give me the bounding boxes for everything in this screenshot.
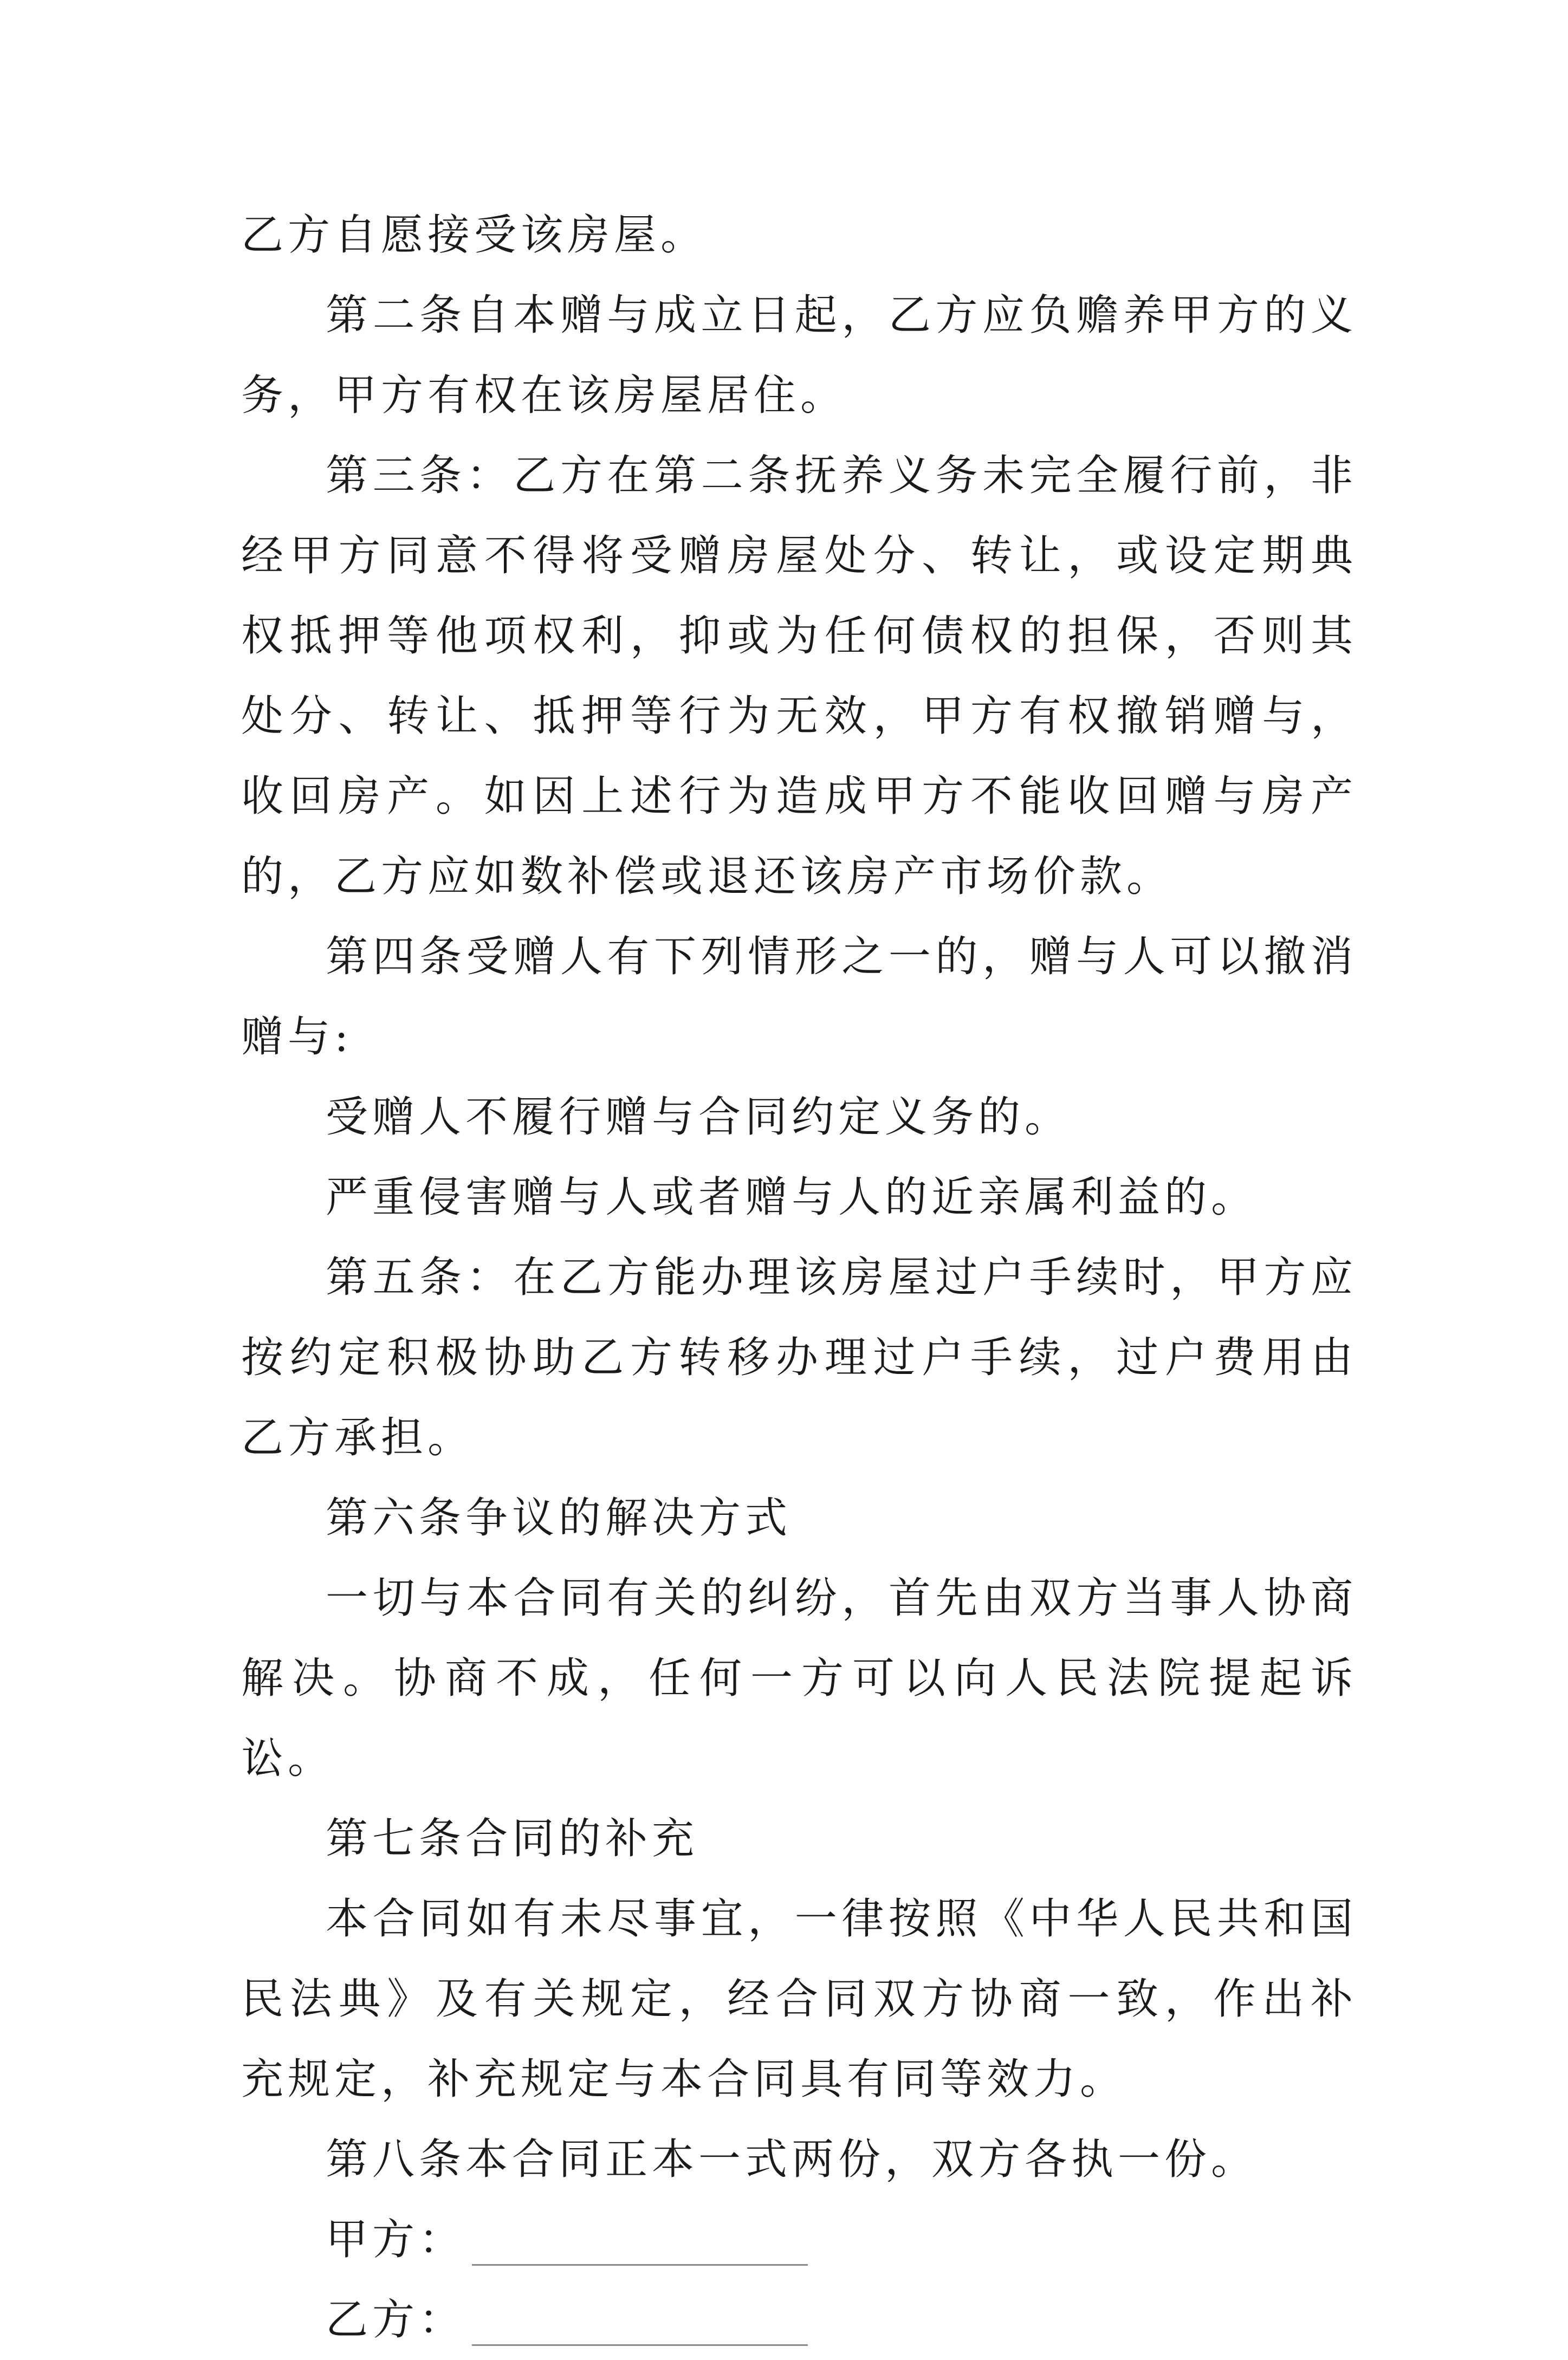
paragraph-article-3: 第三条：乙方在第二条抚养义务未完全履行前，非经甲方同意不得将受赠房屋处分、转让，或设定期典权抵押等他项权利，抑或为任何债权的担保，否则其处分、转让、抵押等行为无效，甲方有权撤销赠与，收回房产。如因上述行为造成甲方不能收回赠与房产的，乙方应如数补偿或退还该房产市场价款。 [241, 451, 1357, 901]
signature-line-party-b [472, 2344, 808, 2346]
signature-label-party-b: 乙方： [326, 2296, 466, 2344]
paragraph-1: 乙方自愿接受该房屋。 [241, 211, 708, 260]
signature-party-a [326, 2200, 1357, 2280]
signature-party-b [326, 2280, 1357, 2360]
paragraph-article-4: 第四条受赠人有下列情形之一的，赠与人可以撤消赠与: [241, 932, 1357, 1061]
paragraph-article-6-title: 第六条争议的解决方式 [326, 1494, 792, 1542]
document-body [241, 195, 1357, 2360]
paragraph-article-6-body: 一切与本合同有关的纠纷，首先由双方当事人协商解决。协商不成，任何一方可以向人民法院提起诉讼。 [241, 1574, 1357, 1783]
signature-line-party-a [472, 2264, 808, 2266]
paragraph-article-7-title: 第七条合同的补充 [326, 1814, 699, 1863]
paragraph-article-4-item-1: 受赠人不履行赠与合同约定义务的。 [326, 1093, 1072, 1142]
signature-label-party-a: 甲方： [326, 2215, 466, 2264]
paragraph-article-8: 第八条本合同正本一式两份，双方各执一份。 [326, 2135, 1258, 2184]
paragraph-article-7-body: 本合同如有未尽事宜，一律按照《中华人民共和国民法典》及有关规定，经合同双方协商一致，作出补充规定，补充规定与本合同具有同等效力。 [241, 1895, 1357, 2104]
paragraph-article-4-item-2: 严重侵害赠与人或者赠与人的近亲属利益的。 [326, 1173, 1258, 1222]
paragraph-article-2: 第二条自本赠与成立日起，乙方应负赡养甲方的义务，甲方有权在该房屋居住。 [241, 291, 1357, 420]
paragraph-article-5: 第五条：在乙方能办理该房屋过户手续时，甲方应按约定积极协助乙方转移办理过户手续，过户费用由乙方承担。 [241, 1253, 1357, 1462]
